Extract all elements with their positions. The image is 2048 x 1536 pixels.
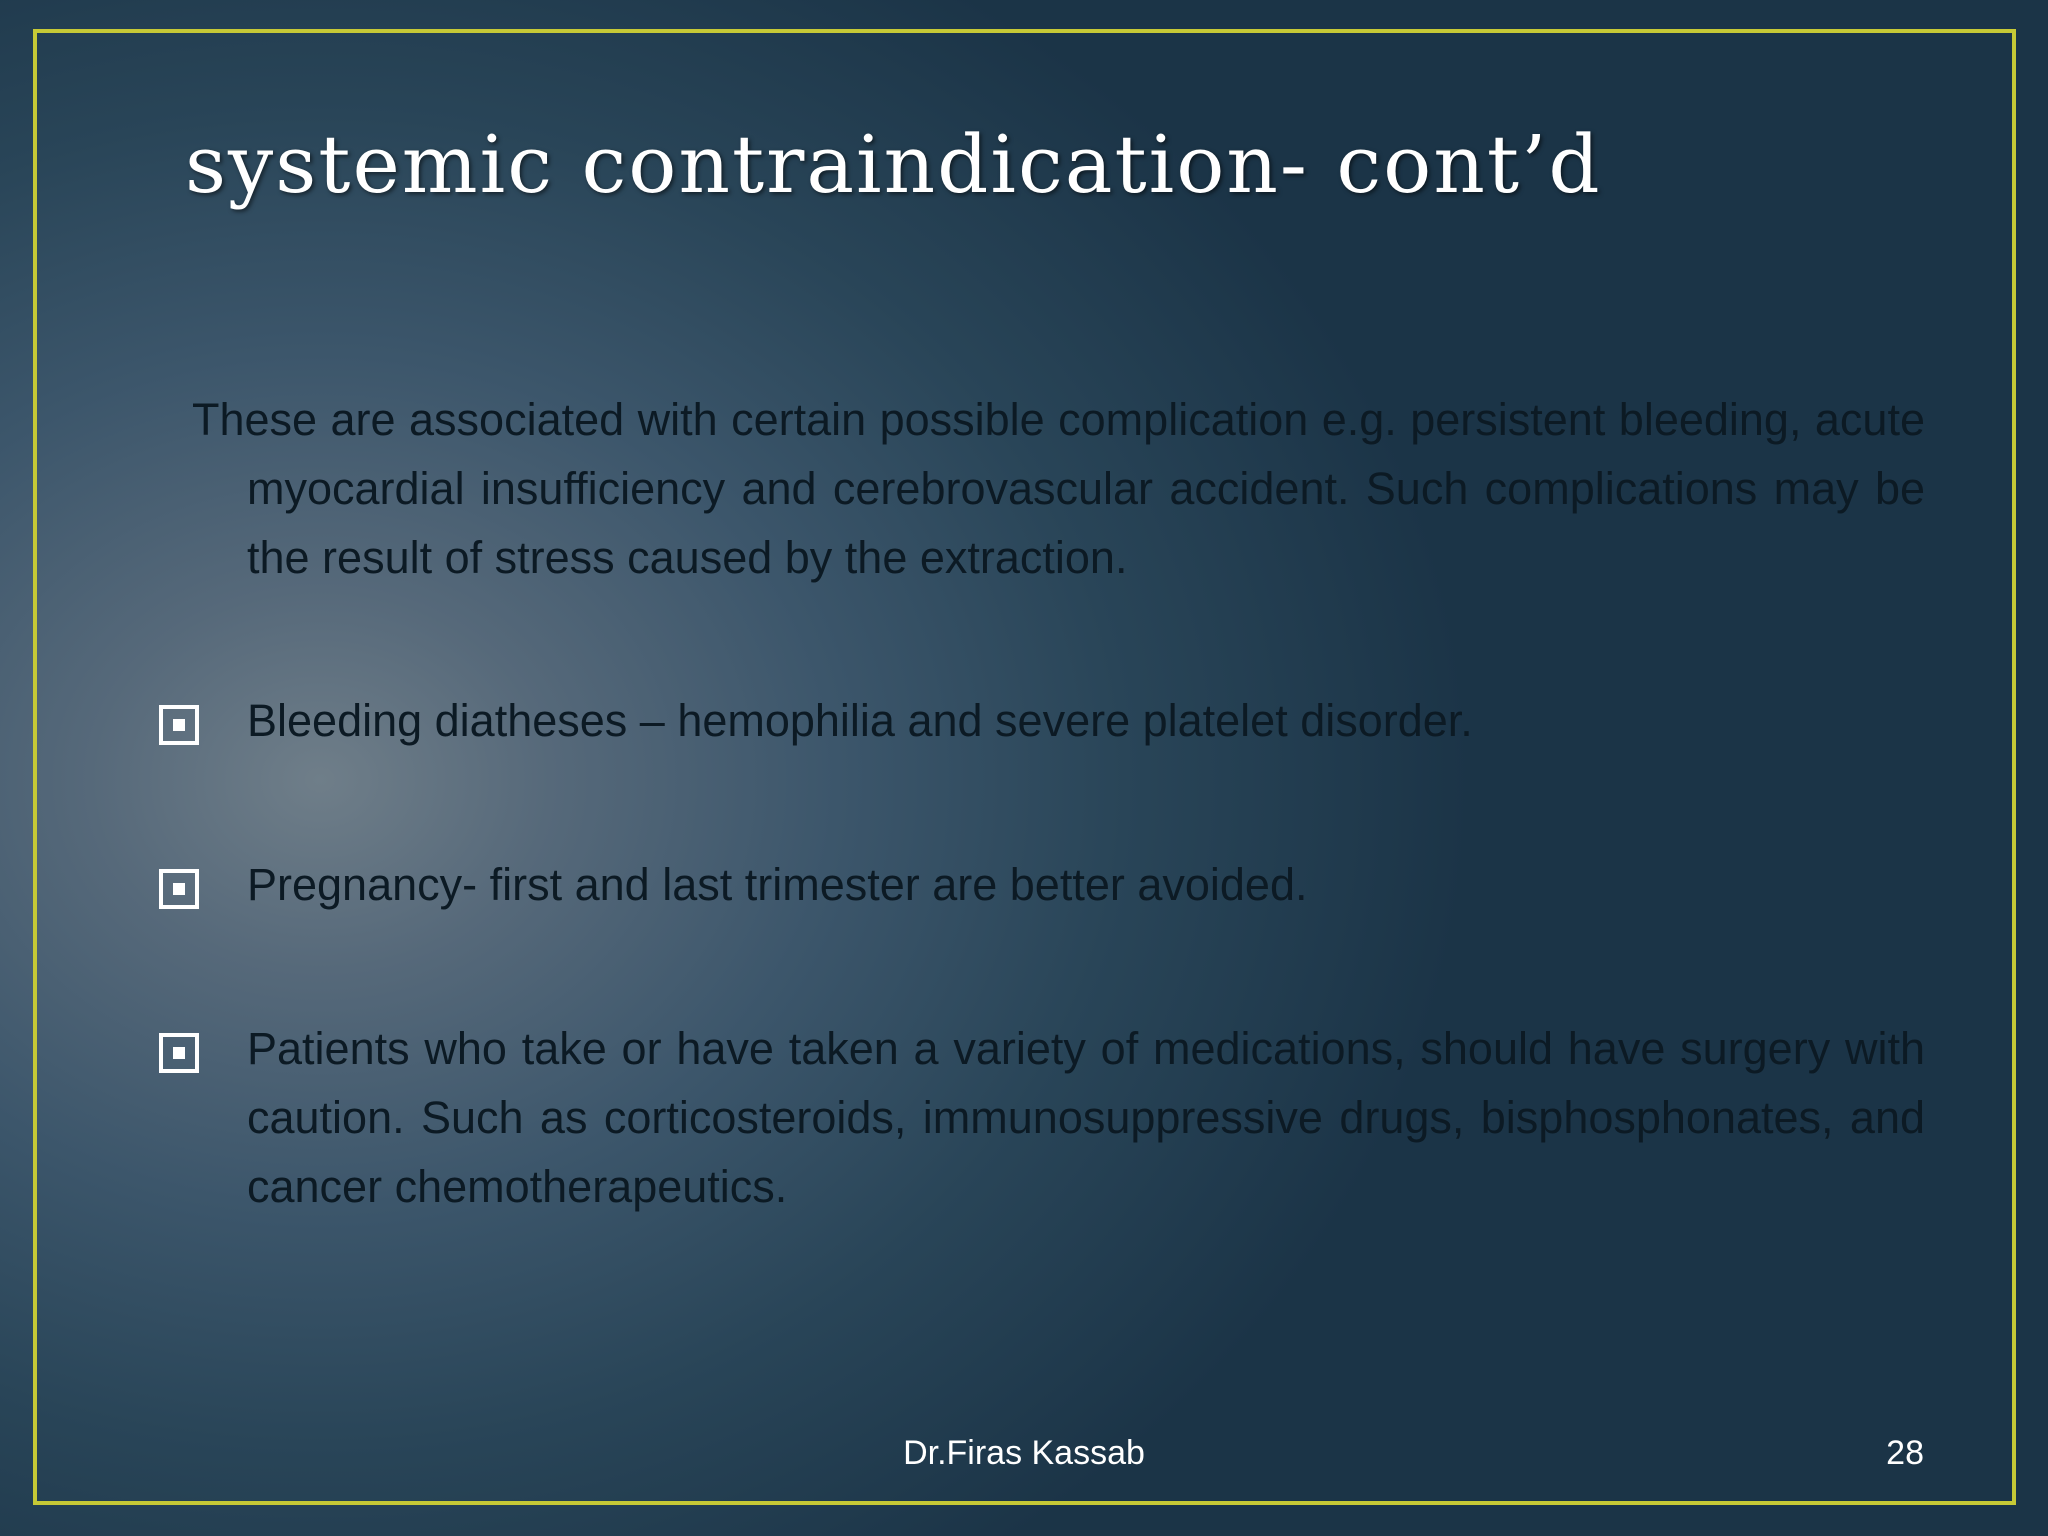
bullet-item-pregnancy — [247, 850, 1925, 919]
bullet-text: Bleeding diatheses – hemophilia and severe platelet disorder. — [247, 695, 1473, 746]
square-bullet-icon — [159, 1033, 199, 1073]
bullet-item-bleeding — [247, 686, 1925, 755]
intro-paragraph: These are associated with certain possible complication e.g. persistent bleeding, acute myocardial insufficiency and cerebrovascular accident. Such complications may be the result of stress caused by the extraction. — [192, 394, 1925, 583]
bullet-text: Patients who take or have taken a variety of medications, should have surgery with caution. Such as corticosteroids, immunosuppressive drugs, bisphosphonates, and cancer chemotherapeutics. — [247, 1023, 1925, 1212]
square-bullet-icon — [159, 869, 199, 909]
slide-title: systemic contraindication- cont’d — [185, 118, 1602, 211]
bullet-text: Pregnancy- first and last trimester are better avoided. — [247, 859, 1308, 910]
bullet-item-medications — [247, 1014, 1925, 1221]
page-number: 28 — [1886, 1434, 1924, 1472]
slide-frame — [33, 29, 2016, 1505]
footer-author: Dr.Firas Kassab — [903, 1434, 1145, 1472]
square-bullet-icon — [159, 705, 199, 745]
